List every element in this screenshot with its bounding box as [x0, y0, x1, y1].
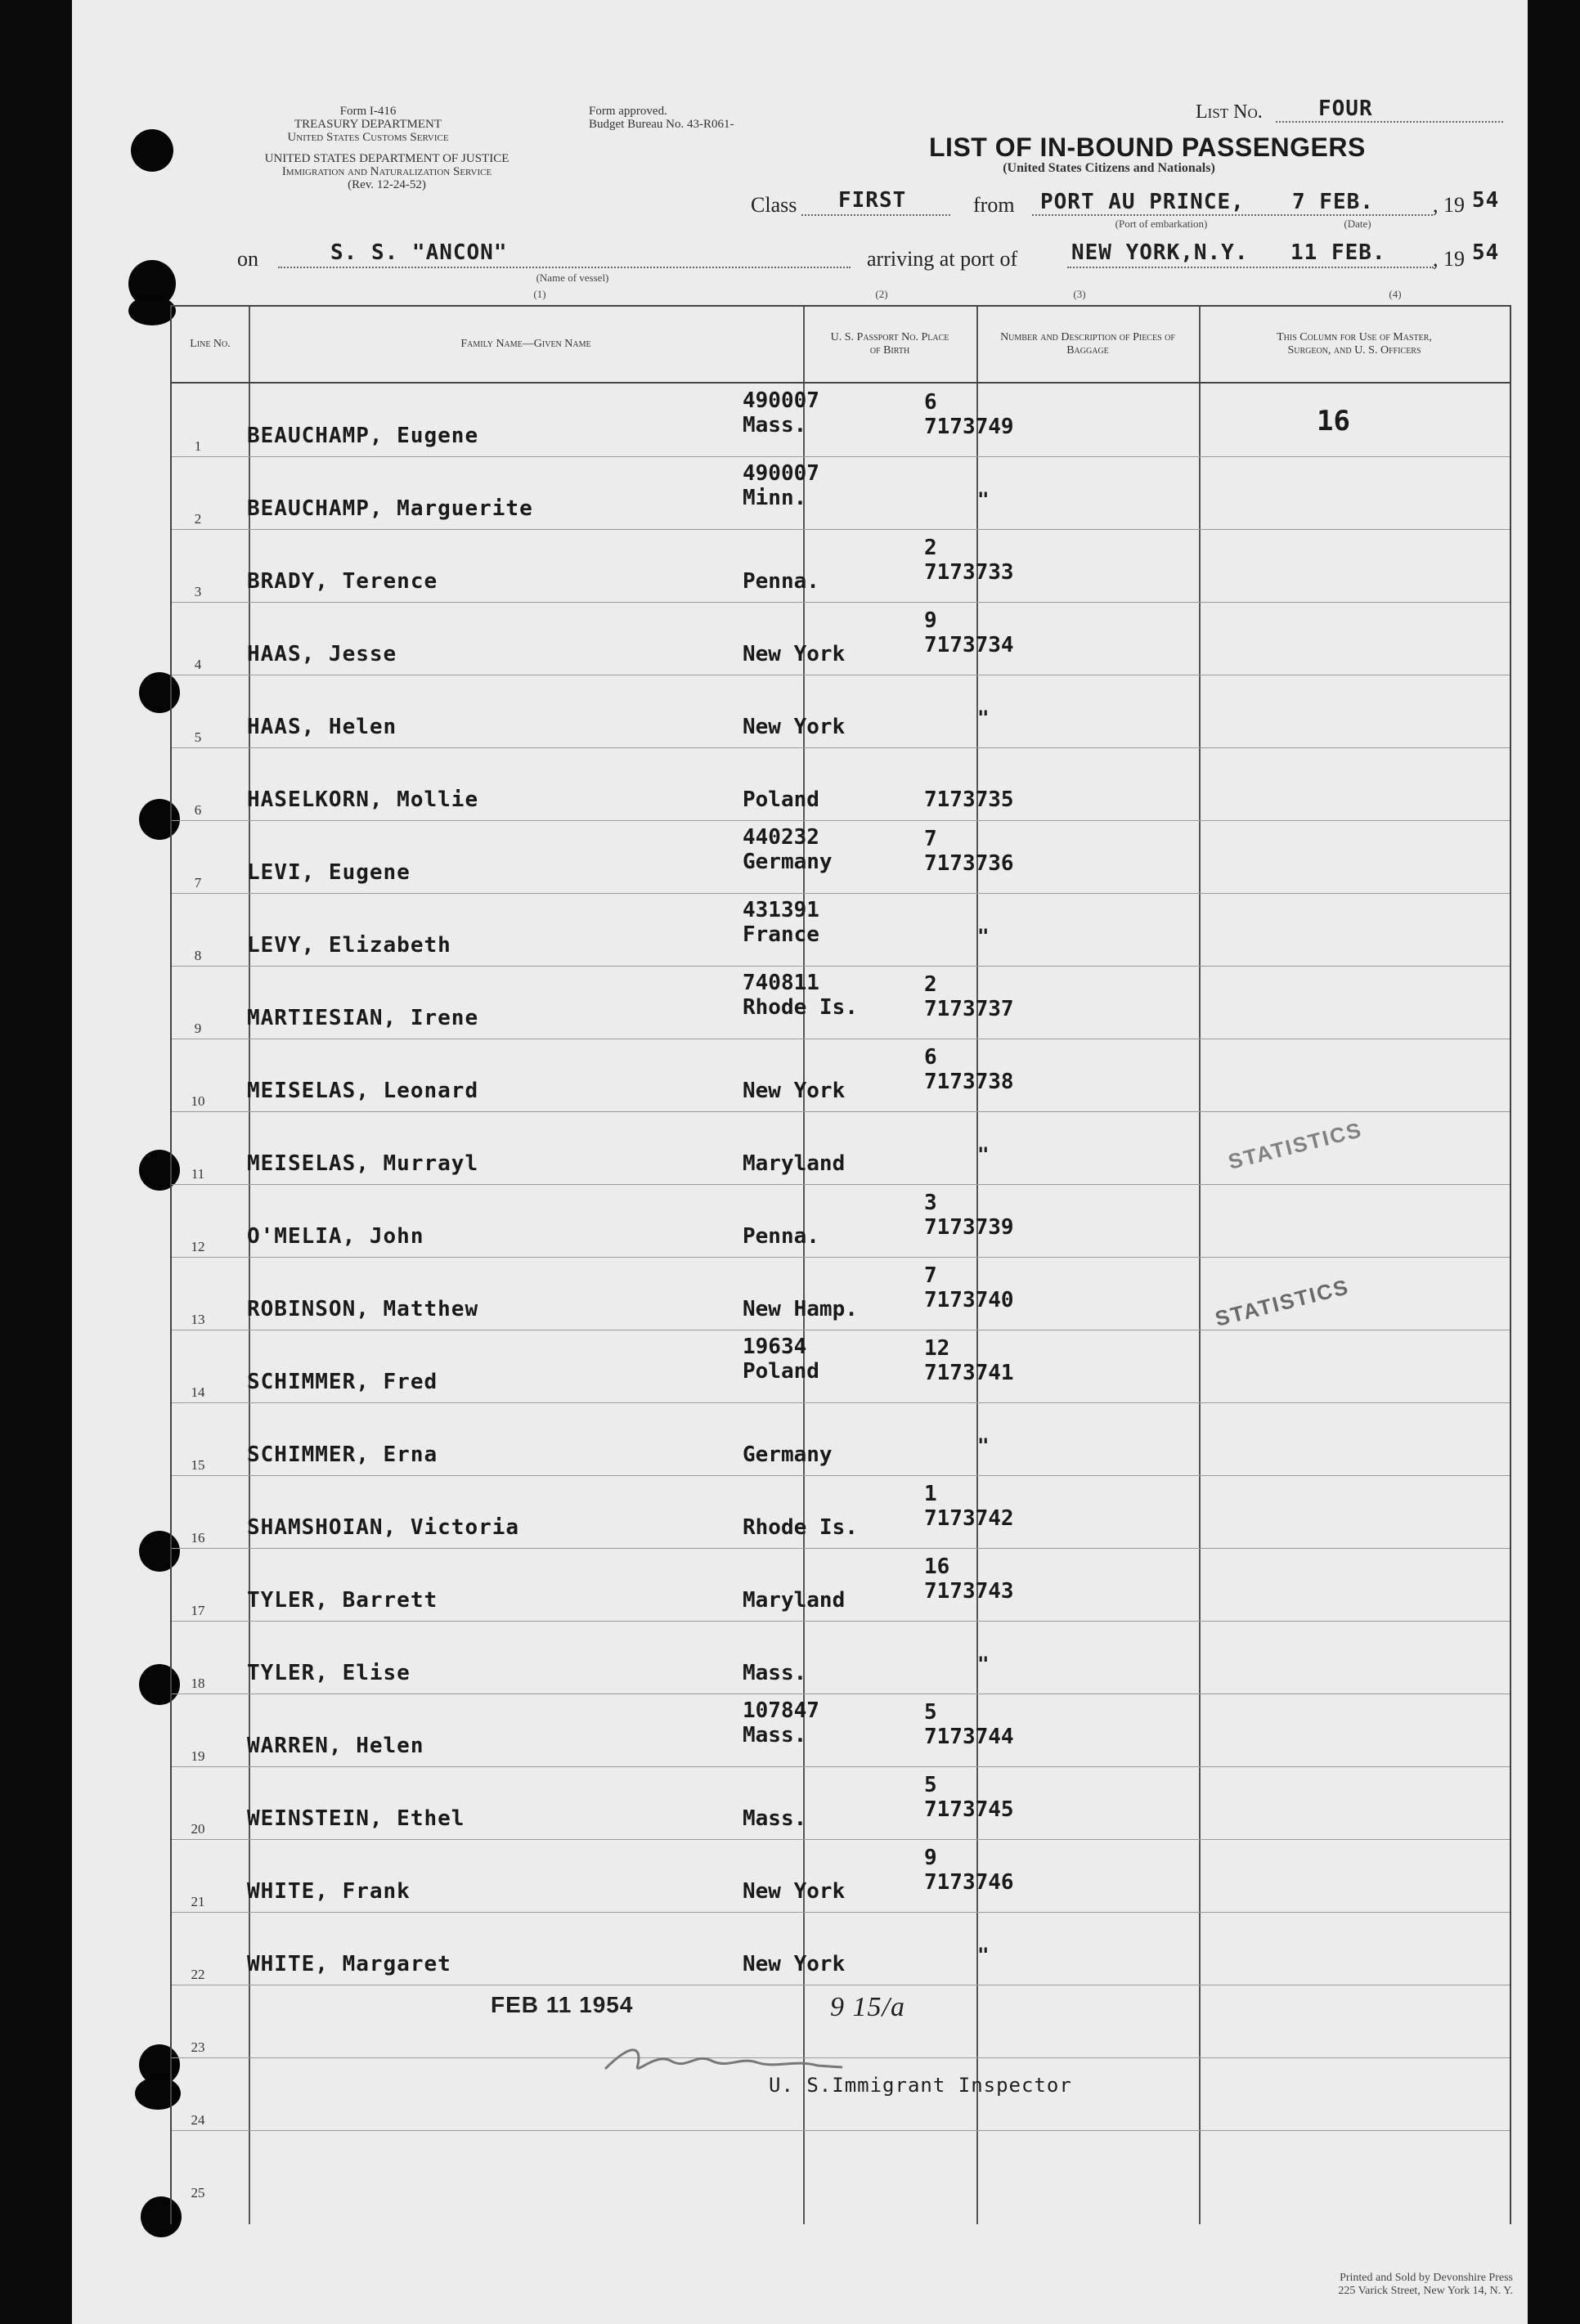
passenger-name: HAAS, Jesse	[247, 642, 397, 666]
col-num-1: (1)	[533, 288, 546, 300]
baggage-pieces: 9	[924, 608, 937, 633]
passenger-name: ROBINSON, Matthew	[247, 1297, 479, 1321]
passport-cell	[743, 1698, 819, 1747]
passenger-name: MEISELAS, Leonard	[247, 1079, 479, 1103]
table-row	[172, 529, 1510, 603]
binder-hole	[131, 129, 173, 172]
list-no-label: List No.	[1196, 101, 1263, 123]
header-name: Family Name—Given Name	[460, 338, 591, 350]
line-number: 9	[194, 1021, 202, 1036]
table-row	[172, 1694, 1510, 1767]
class-line	[801, 214, 950, 216]
arrival-port: NEW YORK,N.Y.	[1071, 240, 1249, 265]
baggage-number: 7173749	[924, 415, 1014, 439]
birth-place: Mass.	[743, 413, 807, 437]
baggage-number: 7173742	[924, 1506, 1014, 1531]
table-row	[172, 456, 1510, 530]
line-number: 6	[194, 802, 202, 818]
page-title: LIST OF IN-BOUND PASSENGERS	[929, 132, 1366, 162]
form-block-left: Form I-416 TREASURY DEPARTMENT United States Customs Service	[287, 105, 449, 144]
line-number: 14	[191, 1384, 205, 1400]
baggage-cell	[924, 1336, 1014, 1385]
table-row	[172, 1330, 1510, 1403]
baggage-number: 7173734	[924, 633, 1014, 657]
passport-cell	[743, 1335, 819, 1384]
arrival-line	[1067, 267, 1434, 268]
passenger-name: BEAUCHAMP, Marguerite	[247, 496, 533, 521]
birth-place: Poland	[743, 787, 819, 812]
table-row	[172, 820, 1510, 894]
page-subtitle: (United States Citizens and Nationals)	[1003, 161, 1215, 175]
vessel-caption: (Name of vessel)	[536, 271, 609, 284]
ditto-mark: "	[977, 707, 990, 729]
passenger-name: WARREN, Helen	[247, 1734, 424, 1758]
header-passport: U. S. Passport No. Place of Birth	[830, 331, 949, 357]
on-label: on	[237, 247, 258, 271]
col-num-4: (4)	[1389, 288, 1402, 300]
passenger-name: BRADY, Terence	[247, 569, 438, 594]
from-date: 7 FEB.	[1292, 190, 1374, 214]
from-line	[1032, 214, 1433, 216]
line-number: 7	[194, 875, 202, 891]
baggage-pieces: 7	[924, 827, 937, 851]
passenger-name: SHAMSHOIAN, Victoria	[247, 1515, 520, 1540]
baggage-cell	[924, 1045, 1014, 1094]
passenger-name: LEVI, Eugene	[247, 860, 411, 885]
baggage-pieces: 9	[924, 1846, 937, 1870]
ditto-mark: "	[977, 925, 990, 948]
table-row	[172, 2130, 1510, 2203]
line-number: 8	[194, 948, 202, 963]
table-row	[172, 1402, 1510, 1476]
line-number: 13	[191, 1312, 205, 1327]
baggage-pieces: 7	[924, 1263, 937, 1288]
table-row	[172, 1475, 1510, 1549]
officer-note: 16	[1317, 405, 1350, 437]
birth-place: Penna.	[743, 1224, 819, 1249]
passport-number: 490007	[743, 461, 819, 486]
baggage-cell	[924, 536, 1014, 585]
baggage-number: 7173745	[924, 1797, 1014, 1822]
col-num-3: (3)	[1073, 288, 1086, 300]
birth-place: New York	[743, 715, 846, 739]
baggage-cell	[924, 1263, 1014, 1312]
baggage-cell	[924, 1700, 1014, 1749]
date-stamp: FEB 11 1954	[491, 1992, 634, 2017]
passenger-name: O'MELIA, John	[247, 1224, 424, 1249]
passenger-name: WEINSTEIN, Ethel	[247, 1806, 465, 1831]
statistics-stamp-1: STATISTICS	[1225, 1117, 1365, 1174]
passenger-name: MEISELAS, Murrayl	[247, 1151, 479, 1176]
baggage-pieces: 5	[924, 1700, 937, 1725]
passenger-name: WHITE, Frank	[247, 1879, 411, 1904]
line-number: 3	[194, 584, 202, 599]
line-number: 23	[191, 2039, 205, 2055]
baggage-number: 7173744	[924, 1725, 1014, 1749]
baggage-pieces: 3	[924, 1191, 937, 1215]
table-row	[172, 1912, 1510, 1985]
birth-place: Germany	[743, 1442, 833, 1467]
baggage-number: 7173738	[924, 1070, 1014, 1094]
table-row	[172, 1548, 1510, 1622]
binder-hole	[128, 296, 176, 325]
line-number: 19	[191, 1748, 205, 1764]
justice-block: UNITED STATES DEPARTMENT OF JUSTICE Immigration and Naturalization Service (Rev. 12-24-52)	[264, 152, 509, 191]
header-baggage: Number and Description of Pieces of Baggage	[1000, 331, 1175, 357]
baggage-pieces: 5	[924, 1773, 937, 1797]
col-num-2: (2)	[875, 288, 888, 300]
baggage-pieces: 12	[924, 1336, 950, 1361]
line-number: 20	[191, 1821, 205, 1837]
line-number: 25	[191, 2185, 205, 2201]
baggage-number: 7173739	[924, 1215, 1014, 1240]
ditto-mark: "	[977, 1944, 990, 1967]
year-1: 54	[1472, 188, 1500, 213]
baggage-pieces: 6	[924, 390, 937, 415]
from-label: from	[973, 193, 1015, 217]
baggage-cell	[924, 1773, 1014, 1822]
list-no-line	[1276, 121, 1503, 123]
passenger-name: HASELKORN, Mollie	[247, 787, 479, 812]
vessel-name: S. S. "ANCON"	[330, 240, 508, 265]
class-label: Class	[751, 193, 797, 217]
passport-number: 440232	[743, 825, 819, 850]
passenger-name: BEAUCHAMP, Eugene	[247, 424, 479, 448]
table-row	[172, 1766, 1510, 1840]
table-row	[172, 1039, 1510, 1112]
baggage-pieces: 2	[924, 972, 937, 997]
baggage-number: 7173733	[924, 560, 1014, 585]
table-row	[172, 966, 1510, 1039]
line-number: 12	[191, 1239, 205, 1254]
table-row	[172, 1839, 1510, 1913]
ditto-mark: "	[977, 488, 990, 511]
birth-place: Mass.	[743, 1723, 807, 1747]
line-number: 11	[191, 1166, 205, 1182]
passenger-name: HAAS, Helen	[247, 715, 397, 739]
birth-place: New York	[743, 1879, 846, 1904]
birth-place: New Hamp.	[743, 1297, 858, 1321]
baggage-cell	[924, 1191, 1014, 1240]
baggage-number: 7173737	[924, 997, 1014, 1021]
passport-cell	[743, 971, 858, 1020]
port-caption: (Port of embarkation)	[1115, 218, 1208, 230]
birth-place: New York	[743, 642, 846, 666]
ditto-mark: "	[977, 1143, 990, 1166]
baggage-pieces: 16	[924, 1555, 950, 1579]
ditto-mark: "	[977, 1434, 990, 1457]
baggage-cell	[924, 1555, 1014, 1604]
baggage-pieces: 6	[924, 1045, 937, 1070]
table-row	[172, 893, 1510, 967]
baggage-cell	[924, 608, 1014, 657]
birth-place: Rhode Is.	[743, 995, 858, 1020]
birth-place: Rhode Is.	[743, 1515, 858, 1540]
passenger-name: TYLER, Barrett	[247, 1588, 438, 1613]
from-port: PORT AU PRINCE,	[1040, 190, 1245, 214]
birth-place: New York	[743, 1079, 846, 1103]
passport-number: 740811	[743, 971, 819, 995]
passport-number: 431391	[743, 898, 819, 922]
passport-cell	[743, 825, 833, 874]
line-number: 18	[191, 1676, 205, 1691]
passenger-name: SCHIMMER, Erna	[247, 1442, 438, 1467]
ditto-mark: "	[977, 1653, 990, 1676]
baggage-number: 7173736	[924, 851, 1014, 876]
line-number: 10	[191, 1093, 205, 1109]
baggage-pieces: 2	[924, 536, 937, 560]
table-row	[172, 747, 1510, 821]
line-number: 15	[191, 1457, 205, 1473]
birth-place: Germany	[743, 850, 833, 874]
baggage-number: 7173735	[924, 787, 1014, 812]
birth-place: Minn.	[743, 486, 807, 510]
baggage-cell	[924, 827, 1014, 876]
year-prefix-1: , 19	[1433, 193, 1465, 217]
arrival-date: 11 FEB.	[1290, 240, 1386, 265]
passport-number: 490007	[743, 388, 819, 413]
statistics-stamp-2: STATISTICS	[1212, 1274, 1352, 1331]
passport-cell	[743, 461, 819, 510]
baggage-cell	[924, 390, 1014, 439]
table-row	[172, 675, 1510, 748]
list-no-value: FOUR	[1318, 96, 1373, 121]
passenger-name: TYLER, Elise	[247, 1661, 411, 1685]
birth-place: Mass.	[743, 1806, 807, 1831]
table-row	[172, 1184, 1510, 1258]
passport-cell	[743, 898, 819, 947]
table-row	[172, 602, 1510, 675]
baggage-number: 7173740	[924, 1288, 1014, 1312]
baggage-number: 7173746	[924, 1870, 1014, 1895]
birth-place: France	[743, 922, 819, 947]
inspector-title: U. S.Immigrant Inspector	[769, 2074, 1072, 2097]
line-number: 2	[194, 511, 202, 527]
passenger-name: WHITE, Margaret	[247, 1952, 451, 1976]
table-row	[172, 384, 1510, 457]
passenger-name: MARTIESIAN, Irene	[247, 1006, 479, 1030]
baggage-cell	[924, 1846, 1014, 1895]
line-number: 24	[191, 2112, 205, 2128]
line-number: 17	[191, 1603, 205, 1618]
passenger-name: SCHIMMER, Fred	[247, 1370, 438, 1394]
passenger-table	[170, 305, 1511, 2224]
vessel-line	[278, 267, 851, 268]
line-number: 1	[194, 438, 202, 454]
class-value: FIRST	[838, 188, 907, 213]
arriving-label: arriving at port of	[867, 247, 1018, 271]
baggage-number: 7173741	[924, 1361, 1014, 1385]
baggage-cell	[924, 1482, 1014, 1531]
birth-place: Mass.	[743, 1661, 807, 1685]
baggage-cell	[924, 972, 1014, 1021]
birth-place: Maryland	[743, 1588, 846, 1613]
birth-place: Penna.	[743, 569, 819, 594]
passport-number: 19634	[743, 1335, 807, 1359]
header-use: This Column for Use of Master, Surgeon, and U. S. Officers	[1277, 331, 1432, 357]
printer-footer: Printed and Sold by Devonshire Press 225 Varick Street, New York 14, N. Y.	[1338, 2272, 1513, 2297]
passport-number: 107847	[743, 1698, 819, 1723]
date-caption: (Date)	[1344, 218, 1371, 230]
table-row	[172, 1621, 1510, 1694]
year-prefix-2: , 19	[1433, 247, 1465, 271]
line-number: 5	[194, 729, 202, 745]
line-number: 16	[191, 1530, 205, 1546]
line-number: 21	[191, 1894, 205, 1909]
birth-place: Maryland	[743, 1151, 846, 1176]
baggage-pieces: 1	[924, 1482, 937, 1506]
time-note: 9 15/a	[830, 1992, 905, 2022]
baggage-number: 7173743	[924, 1579, 1014, 1604]
birth-place: New York	[743, 1952, 846, 1976]
passenger-name: LEVY, Elizabeth	[247, 933, 451, 958]
passport-cell	[743, 388, 819, 437]
birth-place: Poland	[743, 1359, 819, 1384]
header-line-no: Line No.	[190, 338, 231, 350]
year-2: 54	[1472, 240, 1500, 265]
line-number: 4	[194, 657, 202, 672]
form-approved: Form approved. Budget Bureau No. 43-R061-	[589, 105, 734, 131]
line-number: 22	[191, 1967, 205, 1982]
